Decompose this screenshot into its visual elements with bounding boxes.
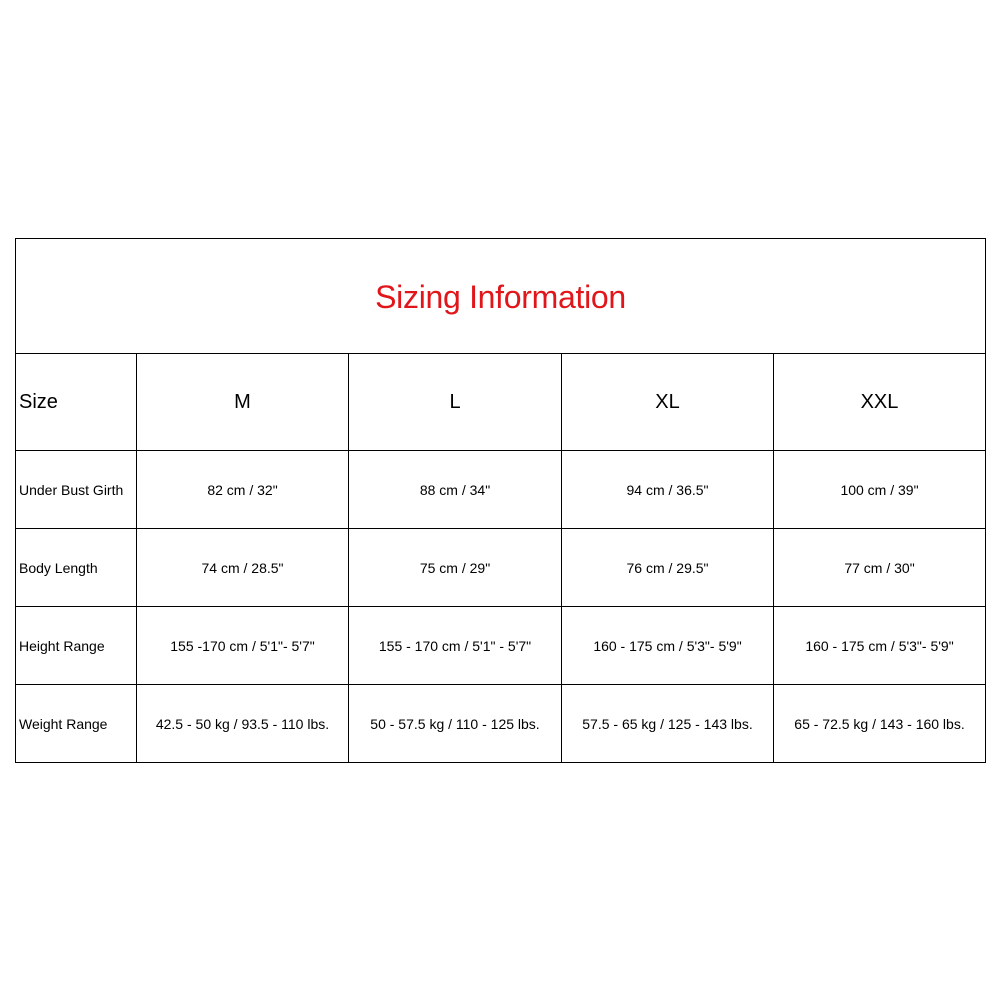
row-label: Under Bust Girth [16,451,137,529]
table-cell: 76 cm / 29.5" [562,529,774,607]
table-row-body-length [16,529,986,607]
table-cell: 42.5 - 50 kg / 93.5 - 110 lbs. [137,685,349,763]
size-header-m: M [137,354,349,451]
size-header-row [16,354,986,451]
table-cell: 160 - 175 cm / 5'3"- 5'9" [562,607,774,685]
title-row [16,239,986,354]
table-cell: 50 - 57.5 kg / 110 - 125 lbs. [349,685,562,763]
table-cell: 155 -170 cm / 5'1"- 5'7" [137,607,349,685]
table-row-weight-range [16,685,986,763]
table-row-height-range [16,607,986,685]
sizing-table [15,238,986,763]
table-cell: 94 cm / 36.5" [562,451,774,529]
size-header-label: Size [16,354,137,451]
table-title: Sizing Information [375,278,626,315]
size-header-xxl: XXL [774,354,986,451]
table-cell: 77 cm / 30" [774,529,986,607]
row-label: Body Length [16,529,137,607]
size-header-xl: XL [562,354,774,451]
size-header-l: L [349,354,562,451]
table-cell: 75 cm / 29" [349,529,562,607]
table-row-under-bust-girth [16,451,986,529]
table-cell: 88 cm / 34" [349,451,562,529]
table-cell: 82 cm / 32" [137,451,349,529]
table-cell: 160 - 175 cm / 5'3"- 5'9" [774,607,986,685]
title-cell [16,239,986,354]
table-cell: 74 cm / 28.5" [137,529,349,607]
table-cell: 57.5 - 65 kg / 125 - 143 lbs. [562,685,774,763]
table-cell: 65 - 72.5 kg / 143 - 160 lbs. [774,685,986,763]
table-cell: 100 cm / 39" [774,451,986,529]
row-label: Weight Range [16,685,137,763]
row-label: Height Range [16,607,137,685]
table-cell: 155 - 170 cm / 5'1" - 5'7" [349,607,562,685]
